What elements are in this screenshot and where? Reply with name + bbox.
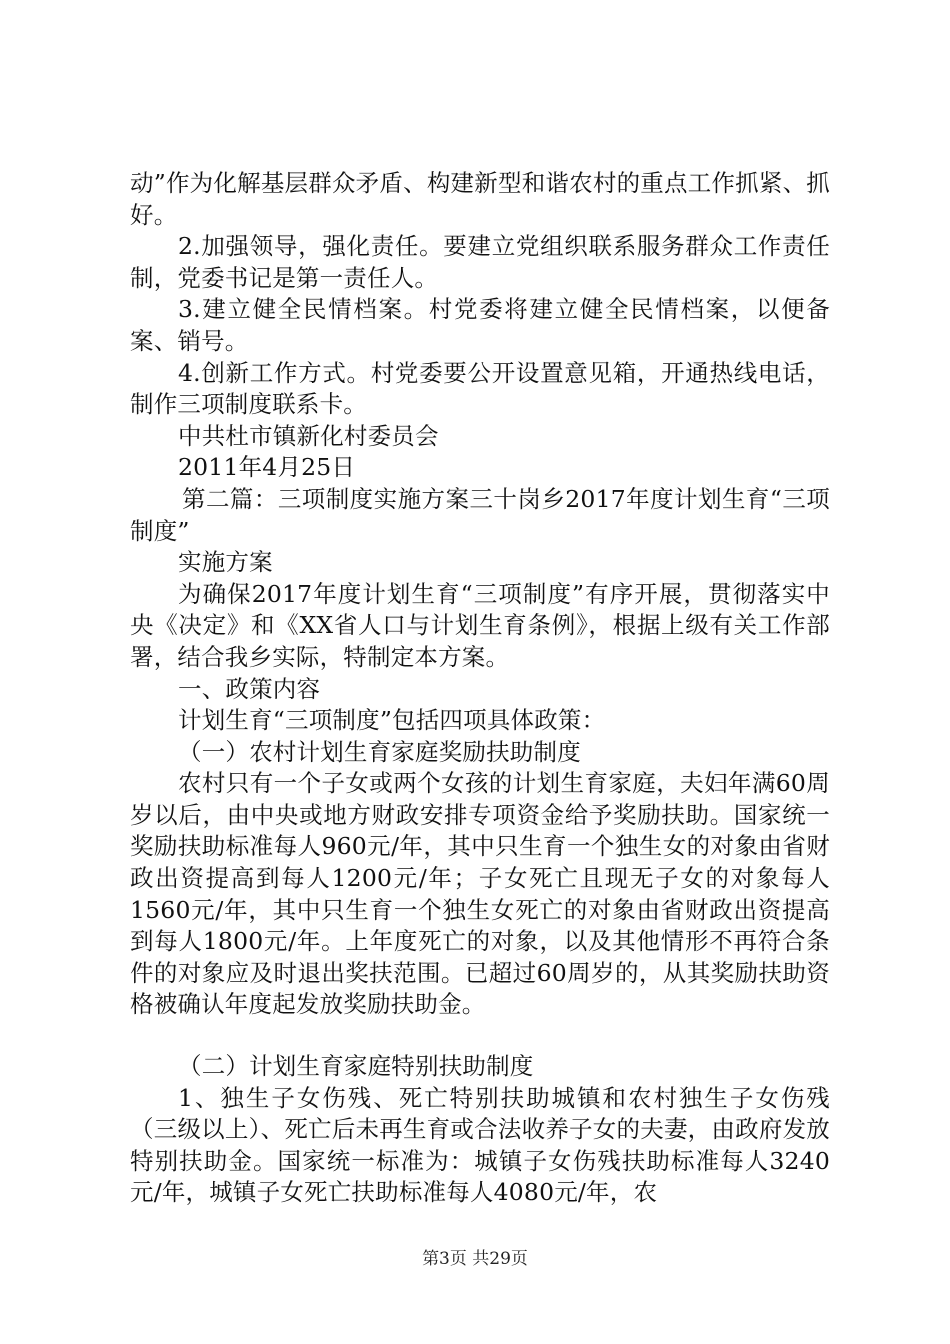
paragraph-intro: 为确保2017年度计划生育“三项制度”有序开展，贯彻落实中央《决定》和《XX省人口与计划生育条例》，根据上级有关工作部署，结合我乡实际，特制定本方案。 (130, 579, 830, 671)
page-number-footer: 第3页 共29页 (422, 1249, 528, 1269)
section-title: 第二篇：三项制度实施方案三十岗乡2017年度计划生育“三项制度” (130, 484, 830, 545)
paragraph-special-assistance: 1、独生子女伤残、死亡特别扶助城镇和农村独生子女伤残（三级以上）、死亡后未再生育或合法收养子女的夫妻，由政府发放特别扶助金。国家统一标准为：城镇子女伤残扶助标准每人3240元/年，城镇子女死亡扶助标准每人4080元/年，农 (130, 1083, 830, 1207)
paragraph-item-3: 3.建立健全民情档案。村党委将建立健全民情档案，以便备案、销号。 (130, 295, 830, 355)
heading-special-assistance: （二）计划生育家庭特别扶助制度 (178, 1052, 534, 1081)
paragraph-item-4: 4.创新工作方式。村党委要公开设置意见箱，开通热线电话，制作三项制度联系卡。 (130, 358, 830, 419)
heading-policy-content: 一、政策内容 (178, 674, 321, 703)
signature-date: 2011年4月25日 (178, 453, 356, 482)
paragraph-policy-summary: 计划生育“三项制度”包括四项具体政策： (178, 706, 606, 735)
paragraph-item-2: 2.加强领导，强化责任。要建立党组织联系服务群众工作责任制，党委书记是第一责任人。 (130, 232, 830, 292)
paragraph-continuation: 动”作为化解基层群众矛盾、构建新型和谐农村的重点工作抓紧、抓好。 (130, 169, 830, 229)
signature-organization: 中共杜市镇新化村委员会 (178, 421, 439, 450)
paragraph-rural-reward: 农村只有一个子女或两个女孩的计划生育家庭，夫妇年满60周岁以后，由中央或地方财政安排专项资金给予奖励扶助。国家统一奖励扶助标准每人960元/年，其中只生育一个独生女的对象由省财政出资提高到每人1200元/年；子女死亡且现无子女的对象每人1560元/年，其中只生育一个独生女死亡的对象由省财政出资提高到每人1800元/年。上年度死亡的对象，以及其他情形不再符合条件的对象应及时退出奖扶范围。已超过60周岁的，从其奖励扶助资格被确认年度起发放奖励扶助金。 (130, 769, 830, 1019)
section-subtitle: 实施方案 (178, 548, 273, 577)
document-body (130, 168, 830, 1209)
heading-rural-reward: （一）农村计划生育家庭奖励扶助制度 (178, 737, 581, 766)
